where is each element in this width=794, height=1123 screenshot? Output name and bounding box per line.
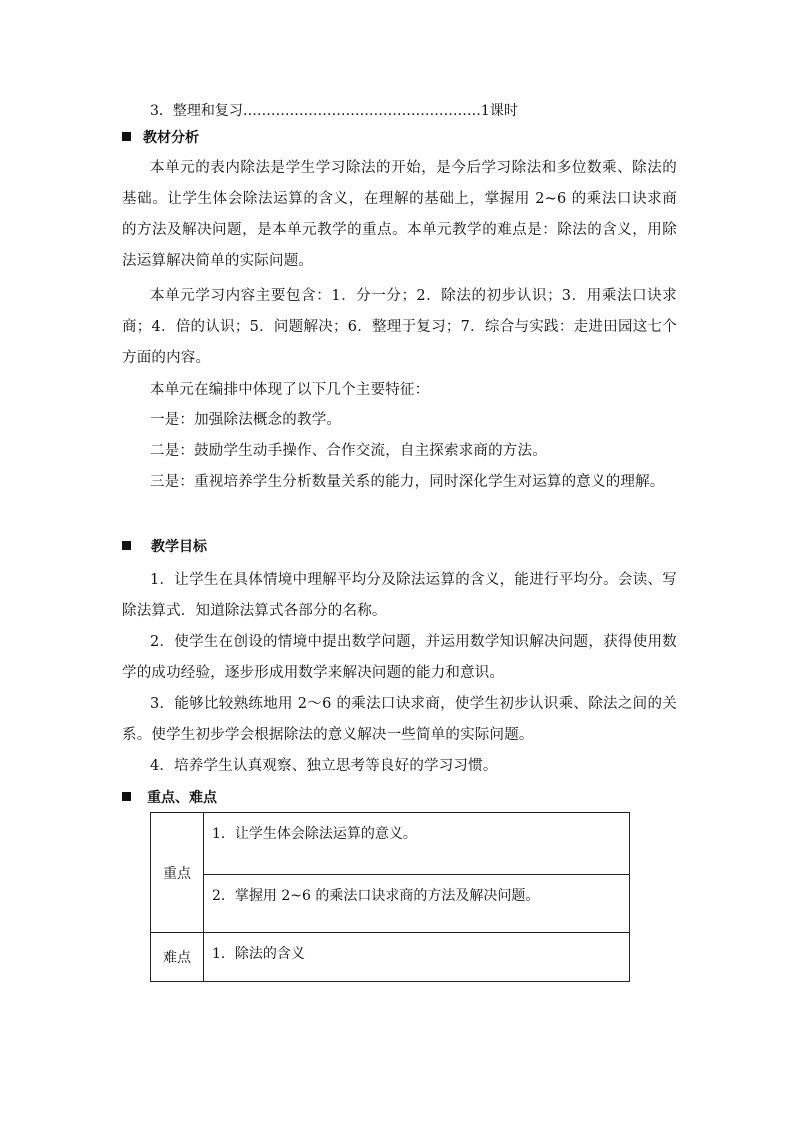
square-bullet-icon	[122, 132, 131, 141]
keypoints-table	[150, 812, 630, 982]
goal-item: 4．培养学生认真观察、独立思考等良好的学习习惯。	[150, 758, 498, 774]
schedule-item: 3．整理和复习	[150, 103, 243, 119]
section-title-goals: 教学目标	[151, 539, 207, 555]
difficulty-item: 1．除法的含义	[204, 933, 630, 982]
table-row	[151, 813, 630, 875]
schedule-line	[150, 101, 518, 121]
goal-item: 3．能够比较熟练地用 2～6 的乘法口诀求商，使学生初步认识乘、除法之间的关系。使学生初步学会根据除法的意义解决一些简单的实际问题。	[122, 696, 677, 743]
section-heading-goals	[122, 537, 207, 557]
goal-item: 2．使学生在创设的情境中提出数学问题，并运用数学知识解决问题，获得使用数学的成功经验，逐步形成用数学来解决问题的能力和意识。	[122, 634, 677, 681]
focus-item: 2．掌握用 2~6 的乘法口诀求商的方法及解决问题。	[204, 875, 630, 933]
table-row	[151, 933, 630, 982]
analysis-paragraph-2: 本单元学习内容主要包含：1．分一分；2．除法的初步认识；3．用乘法口诀求商；4．倍的认识；5．问题解决；6．整理于复习；7．综合与实践：走进田园这七个方面的内容。	[122, 288, 677, 366]
section-title-keypoints: 重点、难点	[147, 790, 217, 806]
square-bullet-icon	[122, 792, 131, 801]
square-bullet-icon	[122, 541, 131, 550]
section-heading-keypoints	[122, 788, 217, 808]
analysis-paragraph-5: 二是：鼓励学生动手操作、合作交流，自主探索求商的方法。	[150, 443, 547, 459]
focus-item: 1．让学生体会除法运算的意义。	[204, 813, 630, 875]
analysis-paragraph-4: 一是：加强除法概念的教学。	[150, 412, 342, 428]
difficulty-label: 难点	[151, 933, 204, 982]
goal-item: 1．让学生在具体情境中理解平均分及除法运算的含义，能进行平均分。会读、写除法算式．知道除法算式各部分的名称。	[122, 572, 677, 619]
section-heading-analysis	[122, 128, 199, 148]
focus-label: 重点	[151, 813, 204, 933]
schedule-leader: ……………………………………………	[242, 103, 481, 119]
analysis-paragraph-3: 本单元在编排中体现了以下几个主要特征：	[150, 382, 430, 398]
table-row	[151, 875, 630, 933]
section-title-analysis: 教材分析	[143, 130, 199, 146]
analysis-paragraph-6: 三是：重视培养学生分析数量关系的能力，同时深化学生对运算的意义的理解。	[150, 474, 665, 490]
schedule-hours: 1课时	[480, 103, 518, 119]
analysis-paragraph-1: 本单元的表内除法是学生学习除法的开始，是今后学习除法和多位数乘、除法的基础。让学生体会除法运算的含义，在理解的基础上，掌握用 2~6 的乘法口诀求商的方法及解决问题，是本单元教学的重点。本单元教学的难点是：除法的含义，用除法运算解决简单的实际问题。	[122, 160, 677, 269]
